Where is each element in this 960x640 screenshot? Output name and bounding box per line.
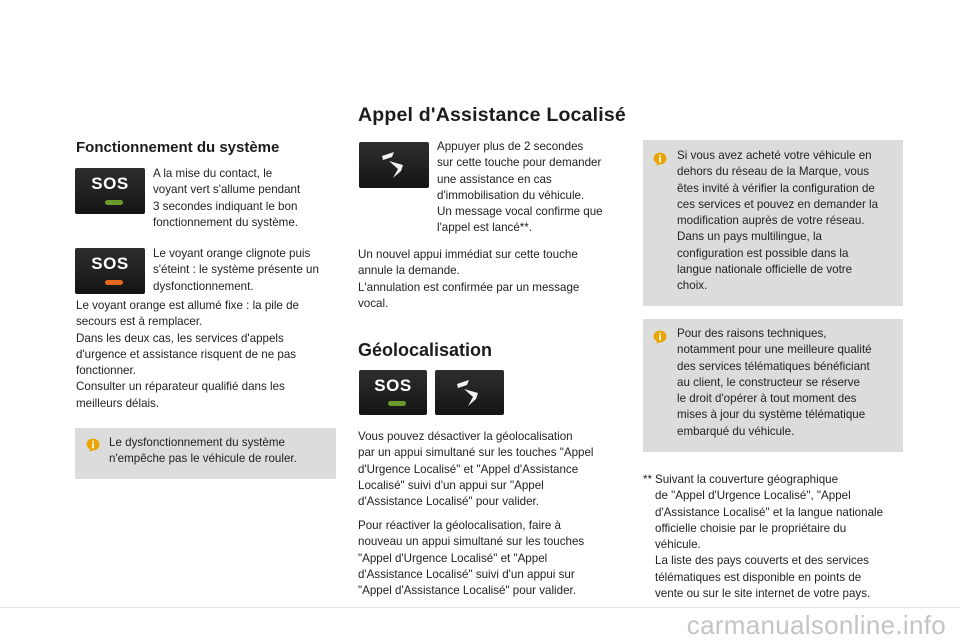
orange-led-icon <box>105 280 123 285</box>
paragraph-orange-blink: Le voyant orange clignote puis s'éteint : le système présente un dysfonctionnement. <box>153 247 319 293</box>
info-box-technical: Pour des raisons techniques, notamment pour une meilleure qualité des services télématiques bénéficiant au client, le constructeur se réserve le droit d'opérer à tout moment des mises à jour du système télématique embarqué du véhicule. <box>643 319 903 452</box>
info-icon <box>653 330 667 344</box>
ds-logo-icon <box>379 148 411 182</box>
paragraph-contact: A la mise du contact, le voyant vert s'allume pendant 3 secondes indiquant le bon fonctionnement du système. <box>153 167 301 229</box>
footer-divider <box>0 607 960 608</box>
paragraph-deactivate: Vous pouvez désactiver la géolocalisation par un appui simultané sur les touches "Appel d'Urgence Localisé" et "Appel d'Assistance Localisé" suivi d'un appui sur "Appel d'Assistance Localisé" pour valider. <box>358 430 594 509</box>
paragraph-press-button: Appuyer plus de 2 secondes sur cette touche pour demander une assistance en cas d'immobilisation du véhicule. Un message vocal confirme que l'appel est lancé**. <box>437 140 603 235</box>
sos-button-icon: SOS <box>359 370 427 415</box>
ds-logo-icon <box>454 376 486 410</box>
footnote-marker: ** <box>643 473 653 486</box>
info-icon <box>86 438 100 452</box>
info-icon <box>653 152 667 166</box>
info-box-network: Si vous avez acheté votre véhicule en dehors du réseau de la Marque, vous êtes invité à vérifier la configuration de ces services et pouvez en demander la modification auprès de votre réseau. Dans un pays multilingue, la configuration est possible dans la langue nationale officielle de votre choix. <box>643 140 903 306</box>
info-box-malfunction: Le dysfonctionnement du système n'empêche pas le véhicule de rouler. <box>75 428 336 479</box>
footnote: Suivant la couverture géographique de "Appel d'Urgence Localisé", "Appel d'Assistance Localisé" et la langue nationale officielle choisie par le propriétaire du véhicule. La liste des pays couverts et des services télématiques est disponible en points de vente ou sur le site internet de votre pays. <box>655 473 884 601</box>
paragraph-orange-fixed: Le voyant orange est allumé fixe : la pile de secours est à remplacer. Dans les deux cas, les services d'appels d'urgence et assistance risquent de ne pas fonctionner. Consulter un réparateur qualifié dans les meilleurs délais. <box>76 299 299 410</box>
page-title: Appel d'Assistance Localisé <box>358 104 626 126</box>
ds-assistance-button-icon <box>435 370 504 415</box>
section-heading-system: Fonctionnement du système <box>76 139 280 156</box>
green-led-icon <box>388 401 406 406</box>
watermark: carmanualsonline.info <box>686 610 946 640</box>
sos-button-icon: SOS <box>75 248 145 294</box>
green-led-icon <box>105 200 123 205</box>
paragraph-reactivate: Pour réactiver la géolocalisation, faire à nouveau un appui simultané sur les touches "Appel d'Urgence Localisé" et "Appel d'Assistance Localisé" suivi d'un appui sur "Appel d'Assistance Localisé" pour valider. <box>358 519 585 598</box>
sos-button-icon: SOS <box>75 168 145 214</box>
paragraph-cancel: Un nouvel appui immédiat sur cette touche annule la demande. L'annulation est confirmée par un message vocal. <box>358 248 580 310</box>
ds-assistance-button-icon <box>359 142 429 188</box>
section-heading-geolocation: Géolocalisation <box>358 340 493 360</box>
